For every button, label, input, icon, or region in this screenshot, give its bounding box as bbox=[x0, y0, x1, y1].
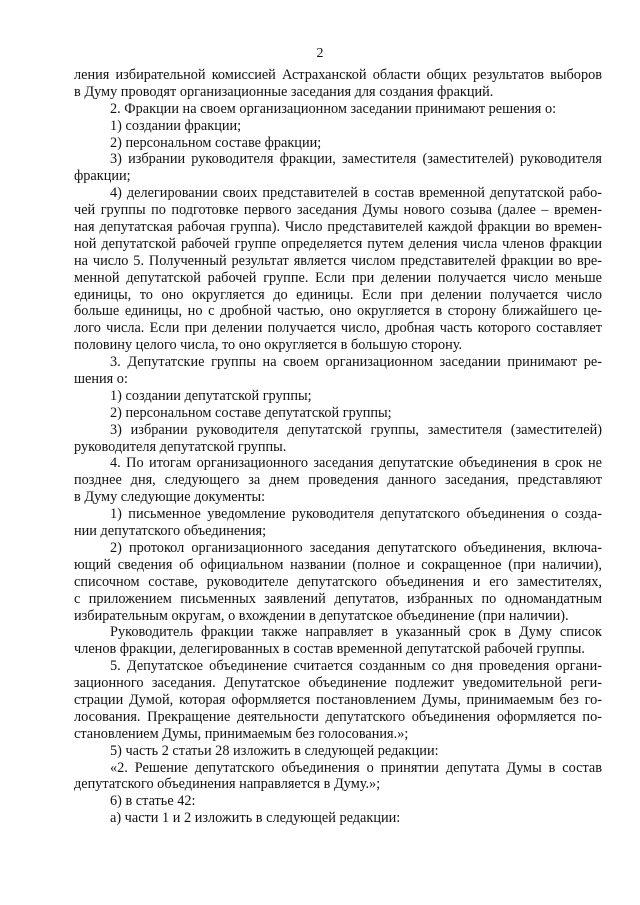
text-line: 2) персональном составе депутатской группы; bbox=[110, 404, 392, 421]
text-line: половину целого числа, то оно округляется в большую сторону. bbox=[74, 337, 463, 354]
text-line: в Думу проводят организационные заседания для создания фракций. bbox=[74, 83, 494, 100]
text-line: 5) часть 2 статьи 28 изложить в следующей редакции: bbox=[110, 742, 439, 759]
text-line: членов фракции, делегированных в состав временной депутатской рабочей группы. bbox=[74, 641, 585, 658]
text-line: в Думу следующие документы: bbox=[74, 489, 266, 506]
text-line: ной депутатской рабочей группе определяется путем деления числа членов фракции bbox=[74, 235, 602, 252]
text-line: руководителя депутатской группы. bbox=[74, 438, 287, 455]
text-line: 2. Фракции на своем организационном заседании принимают решения о: bbox=[110, 100, 557, 117]
text-line: шения о: bbox=[74, 371, 128, 388]
text-line: единицы, то оно округляется до единицы. Если при делении получается число bbox=[74, 286, 602, 303]
text-line: фракции; bbox=[74, 168, 131, 185]
text-line: на число 5. Полученный результат является числом представителей фракции во вре- bbox=[74, 252, 602, 269]
text-line: менной депутатской рабочей группе. Если при делении получается число меньше bbox=[74, 269, 602, 286]
text-line: зационного заседания. Депутатское объединение подлежит уведомительной реги- bbox=[74, 675, 602, 692]
text-line: 3) избрании руководителя депутатской группы, заместителя (заместителей) bbox=[110, 421, 602, 438]
text-line: 2) персональном составе фракции; bbox=[110, 134, 322, 151]
text-line: избирательным округам, о вхождении в депутатское объединение (при наличии). bbox=[74, 607, 569, 624]
text-line: чей группы по подготовке первого заседания Думы нового созыва (далее – времен- bbox=[74, 202, 602, 219]
text-line: ющий сведения об официальном названии (полное и сокращенное (при наличии), bbox=[74, 556, 602, 573]
text-line: 3. Депутатские группы на своем организационном заседании принимают ре- bbox=[110, 354, 602, 371]
text-line: лосования. Прекращение деятельности депутатского объединения оформляется по- bbox=[74, 708, 602, 725]
text-line: позднее дня, следующего за днем проведения данного заседания, представляют bbox=[74, 472, 602, 489]
text-line: больше единицы, но с дробной частью, оно округляется в сторону ближайшего це- bbox=[74, 303, 602, 320]
text-line: Руководитель фракции также направляет в указанный срок в Думу список bbox=[110, 624, 602, 641]
text-line: 4. По итогам организационного заседания депутатские объединения в срок не bbox=[110, 455, 602, 472]
text-line: 2) протокол организационного заседания депутатского объединения, включа- bbox=[110, 539, 602, 556]
text-line: 1) создании фракции; bbox=[110, 117, 242, 134]
text-line: лого числа. Если при делении получается число, дробная часть которого составляет bbox=[74, 320, 602, 337]
text-line: «2. Решение депутатского объединения о принятии депутата Думы в состав bbox=[110, 759, 602, 776]
page-number: 2 bbox=[316, 46, 324, 61]
text-line: 1) письменное уведомление руководителя депутатского объединения о созда- bbox=[110, 506, 602, 523]
document-body bbox=[74, 67, 602, 827]
text-line: 4) делегировании своих представителей в состав временной депутатской рабо- bbox=[110, 185, 602, 202]
text-line: депутатского объединения направляется в Думу.»; bbox=[74, 776, 381, 793]
text-line: ления избирательной комиссией Астраханской области общих результатов выборов bbox=[74, 67, 602, 83]
text-line: 5. Депутатское объединение считается созданным со дня проведения органи- bbox=[110, 658, 602, 675]
text-line: 6) в статье 42: bbox=[110, 793, 196, 810]
text-line: нии депутатского объединения; bbox=[74, 523, 267, 540]
text-line: с приложением письменных заявлений депутатов, избранных по одномандатным bbox=[74, 590, 602, 607]
text-line: страции Думой, которая оформляется постановлением Думы, принимаемым без го- bbox=[74, 691, 602, 708]
text-line: а) части 1 и 2 изложить в следующей редакции: bbox=[110, 810, 401, 827]
text-line: 3) избрании руководителя фракции, заместителя (заместителей) руководителя bbox=[110, 151, 602, 168]
text-line: ная депутатская рабочая группа). Число представителей каждой фракции во времен- bbox=[74, 219, 602, 236]
text-line: 1) создании депутатской группы; bbox=[110, 387, 312, 404]
text-line: списочном составе, руководителе депутатского объединения и его заместителях, bbox=[74, 573, 602, 590]
text-line: становлением Думы, принимаемым без голосования.»; bbox=[74, 725, 409, 742]
